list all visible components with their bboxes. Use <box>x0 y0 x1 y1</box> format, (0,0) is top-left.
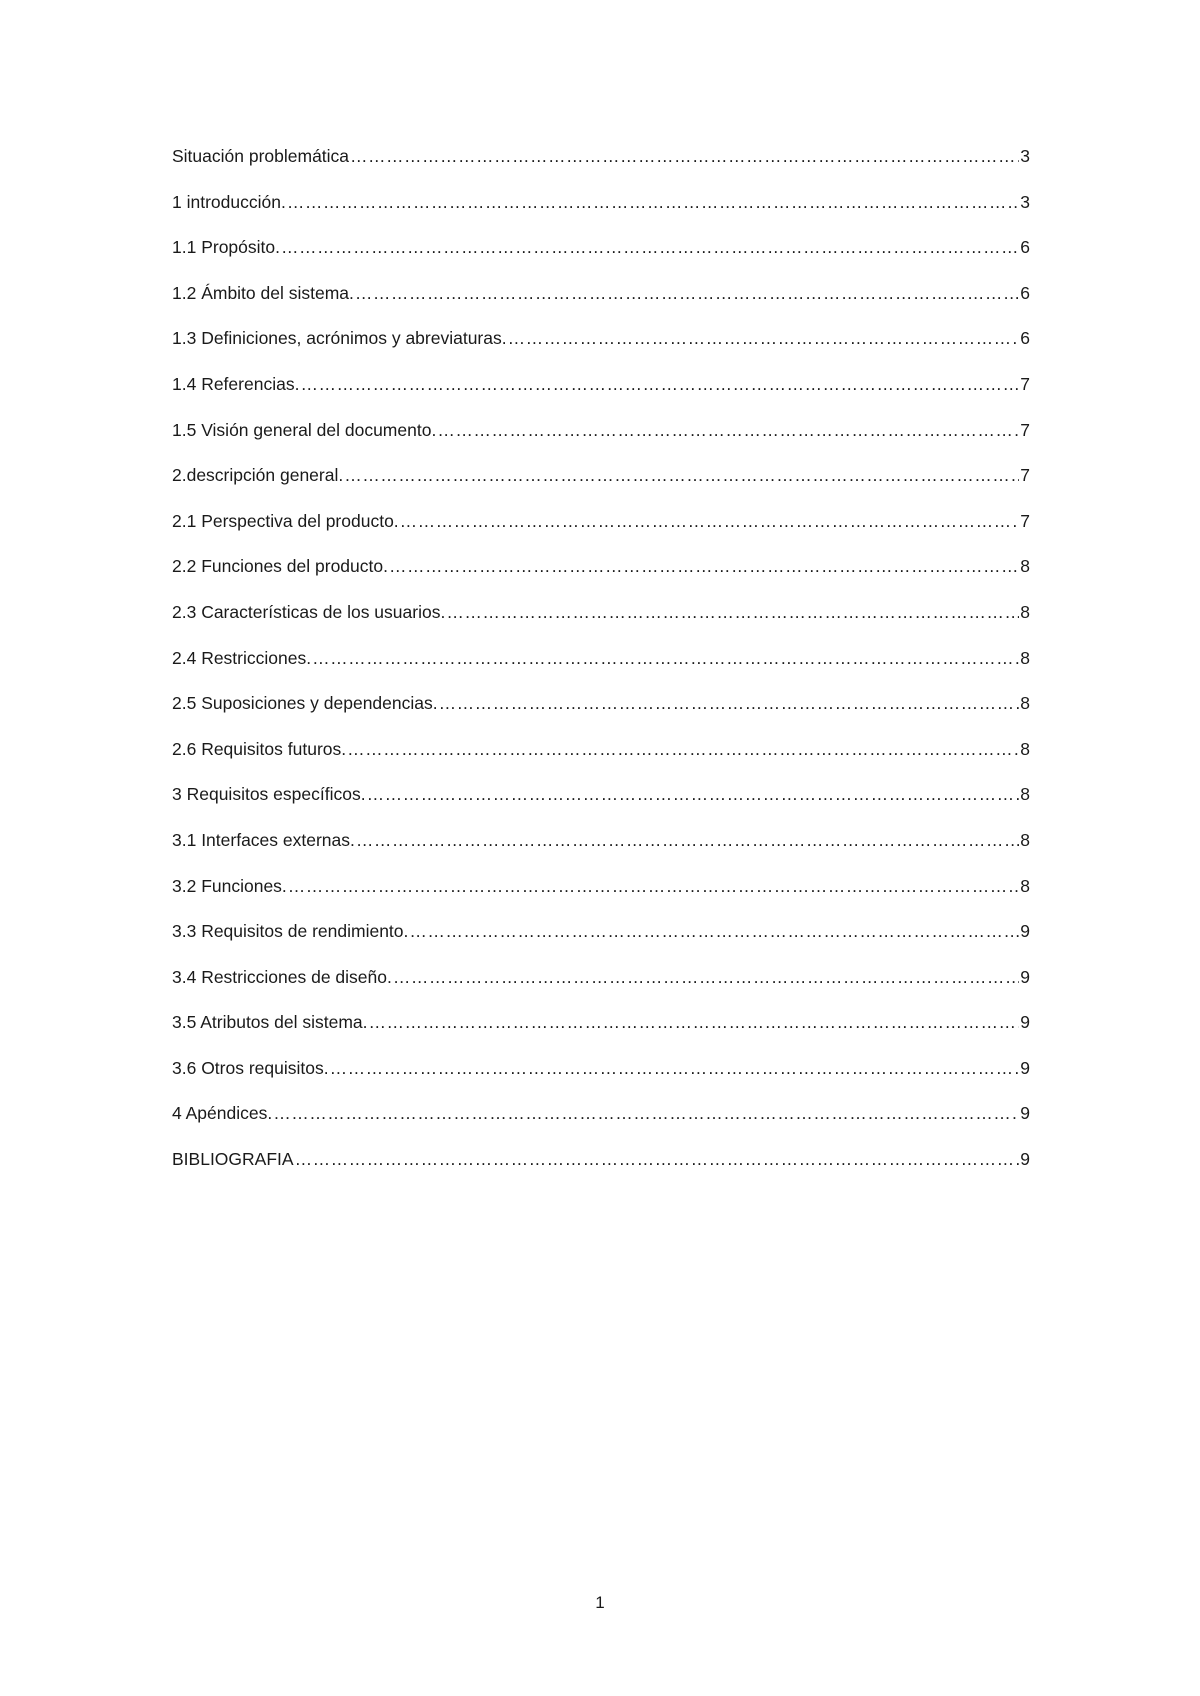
toc-entry-page: 8 <box>1020 738 1030 759</box>
toc-entry[interactable] <box>172 235 1030 281</box>
toc-entry[interactable] <box>172 782 1030 828</box>
toc-entry-title: 2.6 Requisitos futuros. <box>172 738 347 759</box>
toc-entry[interactable] <box>172 190 1030 236</box>
toc-entry-title: 3.6 Otros requisitos. <box>172 1057 329 1078</box>
toc-entry-leader <box>288 874 1019 898</box>
toc-entry-page: 3 <box>1020 191 1030 212</box>
toc-entry-title: BIBLIOGRAFIA <box>172 1149 294 1170</box>
toc-entry-page: 8 <box>1020 647 1030 668</box>
toc-entry[interactable] <box>172 1147 1030 1193</box>
toc-entry-page: 7 <box>1020 510 1030 531</box>
toc-entry-title: 1.2 Ámbito del sistema. <box>172 282 354 303</box>
toc-entry-leader <box>347 737 1019 761</box>
toc-entry[interactable] <box>172 281 1030 327</box>
toc-entry[interactable] <box>172 965 1030 1011</box>
toc-entry-page: 8 <box>1020 556 1030 577</box>
toc-entry-leader <box>446 600 1019 624</box>
toc-entry-title: 2.1 Perspectiva del producto. <box>172 510 399 531</box>
toc-entry-title: 1.4 Referencias. <box>172 373 300 394</box>
toc-entry-title: 3.1 Interfaces externas. <box>172 829 355 850</box>
toc-entry[interactable] <box>172 828 1030 874</box>
toc-entry-page: 9 <box>1020 921 1030 942</box>
toc-entry-leader <box>393 965 1019 989</box>
toc-entry-leader <box>437 418 1019 442</box>
toc-entry-leader <box>273 1101 1019 1125</box>
toc-entry-title: 3.3 Requisitos de rendimiento. <box>172 921 409 942</box>
toc-entry-title: 2.3 Características de los usuarios. <box>172 601 446 622</box>
toc-entry-page: 6 <box>1020 328 1030 349</box>
toc-entry-page: 7 <box>1020 419 1030 440</box>
toc-entry-title: 1.3 Definiciones, acrónimos y abreviaturas. <box>172 328 507 349</box>
toc-entry[interactable] <box>172 463 1030 509</box>
toc-entry-title: 1 introducción. <box>172 191 286 212</box>
toc-entry-page: 6 <box>1020 282 1030 303</box>
toc-entry-leader <box>356 828 1019 852</box>
toc-entry-leader <box>300 372 1019 396</box>
toc-entry[interactable] <box>172 919 1030 965</box>
toc-entry-page: 9 <box>1020 1057 1030 1078</box>
toc-entry-leader <box>350 144 1019 168</box>
toc-entry-leader <box>330 1056 1020 1080</box>
toc-entry[interactable] <box>172 600 1030 646</box>
toc-entry-page: 8 <box>1020 601 1030 622</box>
toc-entry-leader <box>281 235 1019 259</box>
toc-entry-title: 2.5 Suposiciones y dependencias. <box>172 693 438 714</box>
toc-entry[interactable] <box>172 1101 1030 1147</box>
toc-entry-page: 6 <box>1020 237 1030 258</box>
toc-entry-leader <box>312 646 1019 670</box>
toc-entry-page: 8 <box>1020 784 1030 805</box>
toc-entry-leader <box>367 782 1020 806</box>
toc-entry-page: 9 <box>1020 966 1030 987</box>
toc-entry-page: 7 <box>1020 465 1030 486</box>
toc-entry-page: 8 <box>1020 875 1030 896</box>
toc-entry-leader <box>508 326 1020 350</box>
toc-entry-page: 9 <box>1020 1103 1030 1124</box>
toc-entry[interactable] <box>172 144 1030 190</box>
toc-entry-page: 7 <box>1020 373 1030 394</box>
toc-entry-page: 8 <box>1020 829 1030 850</box>
toc-entry-title: 3.5 Atributos del sistema. <box>172 1012 368 1033</box>
toc-entry-leader <box>287 190 1019 214</box>
toc-entry-leader <box>409 919 1019 943</box>
toc-entry-leader <box>439 691 1020 715</box>
toc-entry[interactable] <box>172 372 1030 418</box>
toc-entry[interactable] <box>172 874 1030 920</box>
toc-entry[interactable] <box>172 418 1030 464</box>
toc-entry[interactable] <box>172 1010 1030 1056</box>
toc-entry-leader <box>344 463 1019 487</box>
toc-entry-title: Situación problemática <box>172 146 350 166</box>
toc-entry-title: 4 Apéndices. <box>172 1103 273 1124</box>
toc-entry-page: 9 <box>1020 1149 1030 1170</box>
toc-entry-title: 2.4 Restricciones. <box>172 647 312 668</box>
toc-entry-leader <box>369 1010 1020 1034</box>
toc-entry[interactable] <box>172 326 1030 372</box>
toc-entry-leader <box>389 554 1019 578</box>
toc-entry[interactable] <box>172 737 1030 783</box>
toc-entry[interactable] <box>172 646 1030 692</box>
toc-entry-title: 2.descripción general. <box>172 465 344 486</box>
toc-entry-title: 3 Requisitos específicos. <box>172 784 366 805</box>
toc-entry-title: 1.1 Propósito. <box>172 237 280 258</box>
table-of-contents <box>172 144 1030 1193</box>
toc-entry[interactable] <box>172 554 1030 600</box>
toc-entry-title: 2.2 Funciones del producto. <box>172 556 388 577</box>
toc-entry-leader <box>355 281 1019 305</box>
toc-entry-page: 3 <box>1020 146 1030 166</box>
page-number: 1 <box>595 1593 605 1612</box>
toc-entry-leader <box>400 509 1020 533</box>
toc-entry-page: 8 <box>1020 693 1030 714</box>
toc-entry-page: 9 <box>1020 1012 1030 1033</box>
toc-entry-title: 3.4 Restricciones de diseño. <box>172 966 392 987</box>
toc-entry[interactable] <box>172 691 1030 737</box>
toc-entry[interactable] <box>172 509 1030 555</box>
toc-entry-title: 1.5 Visión general del documento. <box>172 419 437 440</box>
toc-entry[interactable] <box>172 1056 1030 1102</box>
toc-entry-leader <box>295 1147 1020 1171</box>
toc-entry-title: 3.2 Funciones. <box>172 875 287 896</box>
